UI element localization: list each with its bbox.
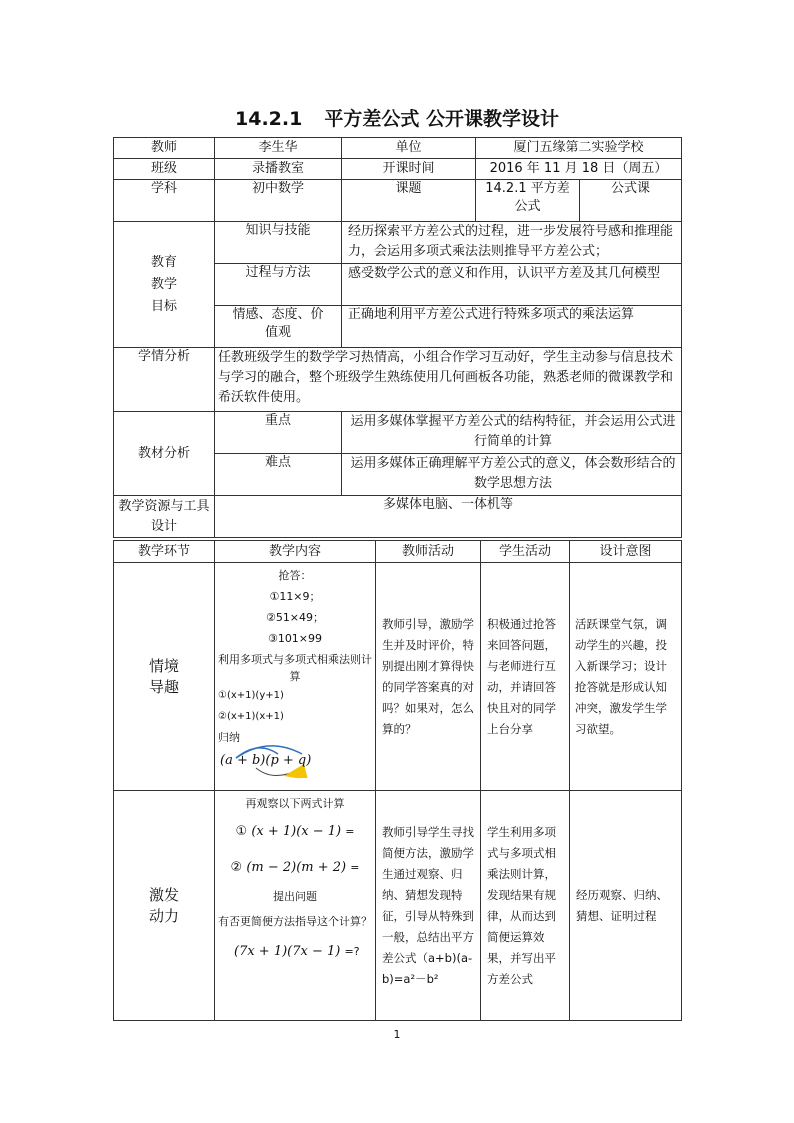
content-line: ②(x+1)(x+1) xyxy=(218,711,284,722)
goal-key-2: 过程与方法 xyxy=(215,264,342,306)
time-label: 开课时间 xyxy=(342,159,476,180)
formula-number: ① xyxy=(235,824,248,839)
formula-2: (m − 2)(m + 2) xyxy=(246,860,347,875)
content-line: 抢答： xyxy=(278,569,312,582)
unit-label: 单位 xyxy=(342,138,476,159)
key-point-text: 运用多媒体掌握平方差公式的结构特征，并会运用公式进行简单的计算 xyxy=(342,412,682,454)
header-teacher: 教师活动 xyxy=(376,541,481,563)
formula-eq: = xyxy=(345,825,355,838)
lesson-type: 公式课 xyxy=(580,180,682,222)
content-line: 有否更简便方法指导这个计算？ xyxy=(218,915,372,928)
subject-value: 初中数学 xyxy=(215,180,342,222)
unit-value: 厦门五缘第二实验学校 xyxy=(476,138,682,159)
formula-eq: =? xyxy=(344,945,360,958)
formula-3: (7x + 1)(7x − 1) xyxy=(234,944,341,959)
stage1-name: 情境 导趣 xyxy=(114,563,215,791)
title-text: 平方差公式 公开课教学设计 xyxy=(324,108,559,130)
student-analysis-text: 任教班级学生的数学学习热情高，小组合作学习互动好，学生主动参与信息技术与学习的融合，整个班级学生熟练使用几何画板各功能，熟悉老师的微课教学和希沃软件使用。 xyxy=(215,348,682,412)
content-line: ①11×9； xyxy=(269,590,321,603)
difficult-point-label: 难点 xyxy=(215,454,342,496)
goal-value-3: 正确地利用平方差公式进行特殊多项式的乘法运算 xyxy=(342,306,682,348)
header-content: 教学内容 xyxy=(215,541,376,563)
header-student: 学生活动 xyxy=(481,541,570,563)
formula-row-1 xyxy=(218,814,372,850)
student-analysis-label: 学情分析 xyxy=(114,348,215,412)
topic-label: 课题 xyxy=(342,180,476,222)
content-line: 利用多项式与多项式相乘法则计算 xyxy=(218,653,372,683)
induction-diagram xyxy=(218,748,372,776)
time-value: 2016 年 11 月 18 日（周五） xyxy=(476,159,682,180)
induction-formula: (a + b)(p + q) xyxy=(220,753,312,768)
page-number: 1 xyxy=(393,1028,401,1041)
process-table xyxy=(113,540,682,1021)
class-label: 班级 xyxy=(114,159,215,180)
formula-1: (x + 1)(x − 1) xyxy=(251,824,342,839)
goal-value-2: 感受数学公式的意义和作用，认识平方差及其几何模型 xyxy=(342,264,682,306)
goal-value-1: 经历探索平方差公式的过程，进一步发展符号感和推理能力，会运用多项式乘法法则推导平方差公式； xyxy=(342,222,682,264)
topic-value: 14.2.1 平方差公式 xyxy=(476,180,580,222)
formula-row-3 xyxy=(218,937,372,967)
info-table xyxy=(113,137,682,538)
content-line: ①(x+1)(y+1) xyxy=(218,690,284,701)
header-intent: 设计意图 xyxy=(570,541,682,563)
stage2-content xyxy=(215,791,376,1021)
formula-row-2 xyxy=(218,850,372,886)
goals-label: 教育 教学 目标 xyxy=(114,222,215,348)
stage1-teacher: 教师引导，激励学生并及时评价，特别提出刚才算得快的同学答案真的对吗？如果对，怎么算的？ xyxy=(376,563,481,791)
stage2-intent: 经历观察、归纳、猜想、证明过程 xyxy=(570,791,682,1021)
document-title xyxy=(0,104,794,131)
teacher-label: 教师 xyxy=(114,138,215,159)
stage1-student: 积极通过抢答来回答问题，与老师进行互动，并请回答快且对的同学上台分享 xyxy=(481,563,570,791)
stage2-student: 学生利用多项式与多项式相乘法则计算，发现结果有规律，从而达到简便运算效果，并写出平方差公式 xyxy=(481,791,570,1021)
stage1-intent: 活跃课堂气氛，调动学生的兴趣，投入新课学习；设计抢答就是形成认知冲突，激发学生学习欲望。 xyxy=(570,563,682,791)
teacher-value: 李生华 xyxy=(215,138,342,159)
stage2-name: 激发 动力 xyxy=(114,791,215,1021)
title-number: 14.2.1 xyxy=(235,108,303,130)
material-label: 教材分析 xyxy=(114,412,215,496)
stage1-content xyxy=(215,563,376,791)
formula-eq: = xyxy=(350,861,360,874)
goal-key-3: 情感、态度、价值观 xyxy=(215,306,342,348)
goal-key-1: 知识与技能 xyxy=(215,222,342,264)
class-value: 录播教室 xyxy=(215,159,342,180)
content-line: ③101×99 xyxy=(267,632,323,645)
stage2-teacher: 教师引导学生寻找简便方法，激励学生通过观察、归纳、猜想发现特征，引导从特殊到一般，总结出平方差公式（a+b)(a-b)=a²－b² xyxy=(376,791,481,1021)
difficult-point-text: 运用多媒体正确理解平方差公式的意义，体会数形结合的数学思想方法 xyxy=(342,454,682,496)
header-stage: 教学环节 xyxy=(114,541,215,563)
resources-text: 多媒体电脑、一体机等 xyxy=(215,496,682,538)
content-line: ②51×49； xyxy=(265,611,325,624)
content-line: 归纳 xyxy=(218,731,240,744)
resources-label: 教学资源与工具设计 xyxy=(114,496,215,538)
subject-label: 学科 xyxy=(114,180,215,222)
content-line: 再观察以下两式计算 xyxy=(245,797,345,810)
key-point-label: 重点 xyxy=(215,412,342,454)
content-line: 提出问题 xyxy=(273,890,317,903)
formula-number: ② xyxy=(230,860,243,875)
